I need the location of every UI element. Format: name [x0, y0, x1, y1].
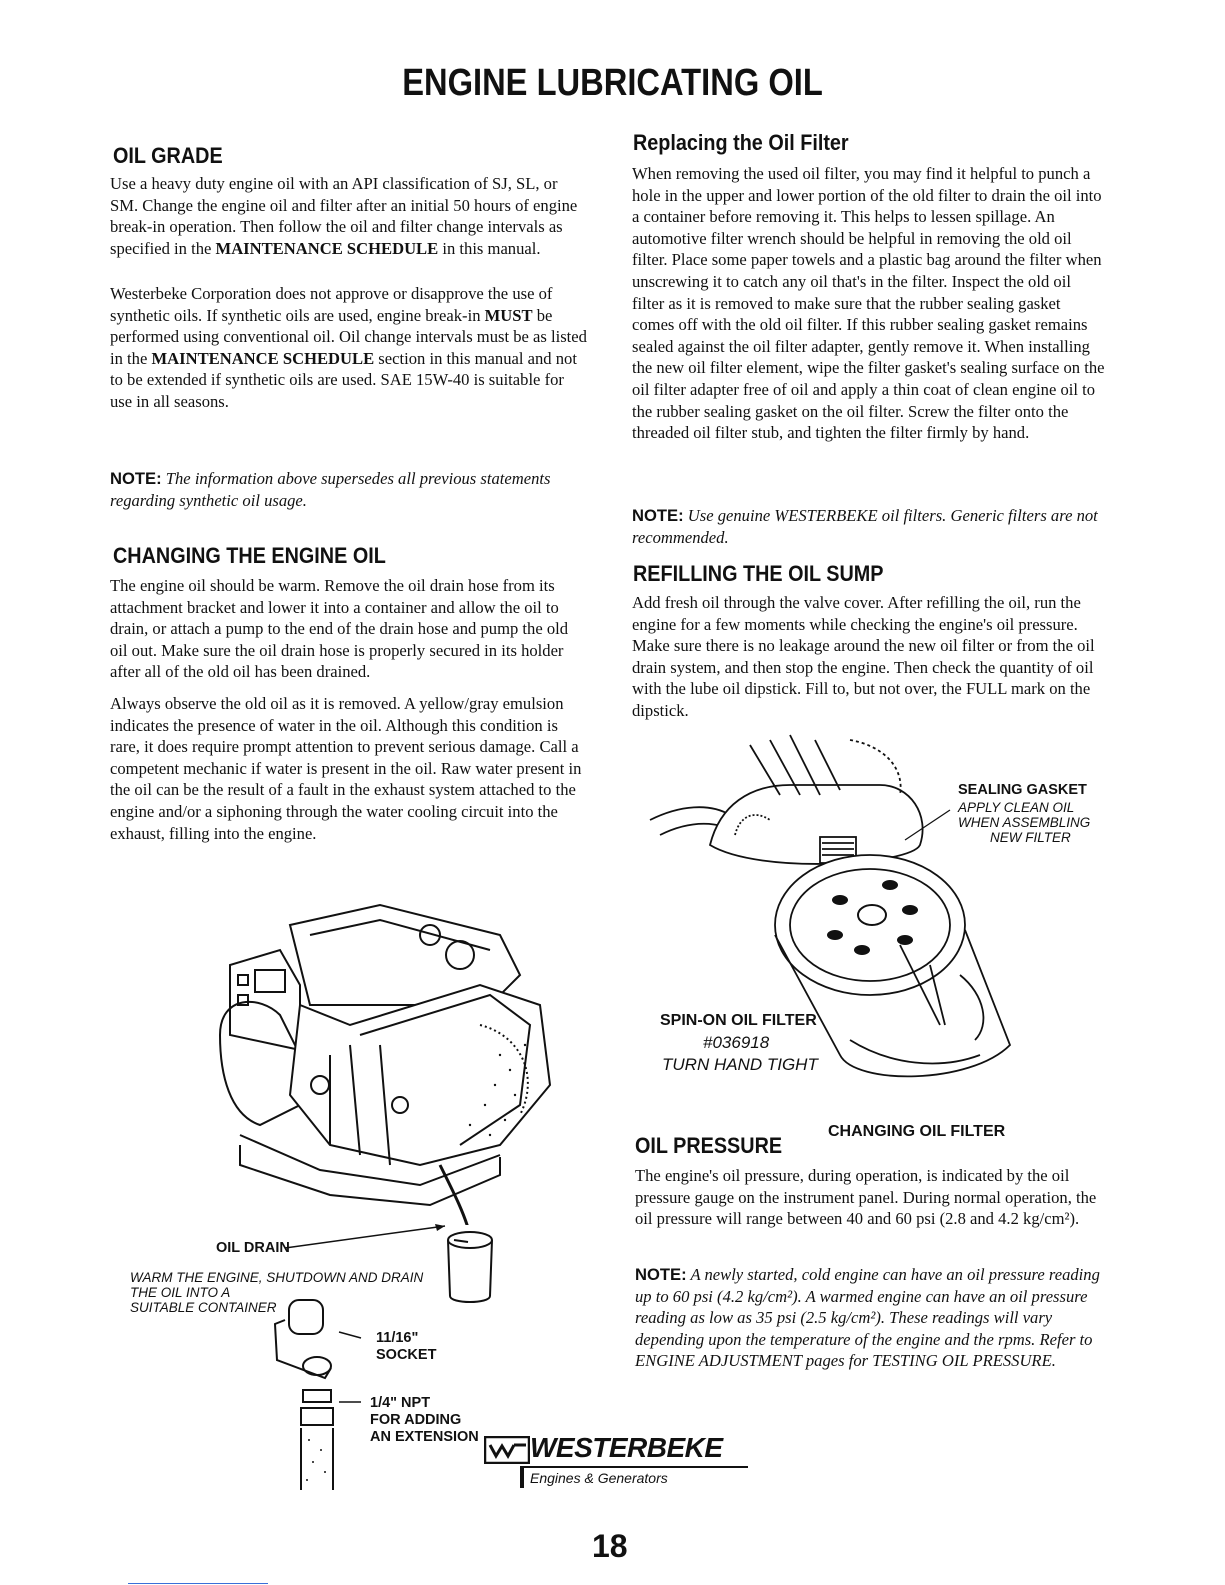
- socket-text: SOCKET: [376, 1347, 437, 1363]
- changing-paragraph-1: The engine oil should be warm. Remove the oil drain hose from its attachment bracket and lower it into a container and allow the oil to drain, or attach a pump to the end of the drain hose and pump the old oil out. Make sure the oil drain hose is properly secured in its holder after all of the old oil has been drained.: [110, 576, 569, 682]
- warm-line: THE OIL INTO A: [130, 1285, 231, 1300]
- oil-grade-paragraph-1: [110, 173, 588, 259]
- oil-drain-leader: [285, 1218, 455, 1258]
- logo-underline: [522, 1466, 748, 1468]
- refilling-paragraph: Add fresh oil through the valve cover. After refilling the oil, run the engine for a few moments while checking the engine's oil pressure. Make sure there is no leakage around the new oil filter or from the oil drain system, and then stop the engine. Then check the quantity of oil with the lube oil dipstick. Fill to, but not over, the FULL mark on the dipstick.: [632, 593, 1095, 720]
- replacing-paragraph: When removing the used oil filter, you may find it helpful to punch a hole in the upper and lower portion of the old filter to drain the oil into a container before removing it. This helps to lessen spillage. An automotive filter wrench should be helpful in removing the old oil filter. Place some paper towels and a plastic bag around the filter when unscrewing it to catch any oil that's in the filter. Inspect the old oil filter as it is removed to make sure that the rubber sealing gasket comes off with the old oil filter. If this rubber sealing gasket remains sealed against the oil filter adapter, gently remove it. When installing the new oil filter element, wipe the filter gasket's sealing surface on the oil filter adapter free of oil and apply a thin coat of clean engine oil to the rubber sealing gasket on the oil filter. Screw the filter onto the threaded oil filter stub, and tighten the filter firmly by hand.: [632, 164, 1105, 443]
- sealing-gasket-label: SEALING GASKET: [958, 782, 1087, 798]
- must-emphasis: MUST: [484, 305, 533, 325]
- note-text: The information above supersedes all previous statements regarding synthetic oil usage.: [110, 469, 551, 510]
- note-label: NOTE:: [632, 506, 684, 525]
- synthetic-text: be performed using conventional oil. Oil change intervals must be as listed in the: [110, 305, 587, 368]
- npt-label: [370, 1395, 479, 1446]
- changing-oil-heading: CHANGING THE ENGINE OIL: [113, 543, 386, 568]
- bottom-link-line: [128, 1583, 268, 1584]
- synthetic-oil-section: [110, 283, 588, 423]
- synthetic-text: section in this manual and not to be extended if synthetic oils are used. SAE 15W-40 is suitable for use in all seasons.: [110, 348, 577, 411]
- maintenance-schedule-ref: MAINTENANCE SCHEDULE: [151, 348, 375, 368]
- oil-pressure-paragraph: The engine's oil pressure, during operation, is indicated by the oil pressure gauge on the instrument panel. During normal operation, the oil pressure will range between 40 and 60 psi (2.8 and 4.2 kg/cm²).: [635, 1166, 1097, 1229]
- changing-paragraph-2: Always observe the old oil as it is removed. A yellow/gray emulsion indicates the presence of water in the oil. Although this condition is rare, it does require prompt attention to prevent serious damage. Call a competent mechanic if water is present in the oil. Raw water present in the oil can be the result of a fault in the exhaust system attached to the engine and/or a siphoning through the water cooling circuit into the exhaust, filling into the engine.: [110, 693, 582, 843]
- oil-grade-section: [110, 173, 588, 269]
- westerbeke-logo: [484, 1432, 754, 1492]
- note-label: NOTE:: [110, 469, 162, 488]
- npt-text: AN EXTENSION: [370, 1429, 479, 1445]
- logo-name: WESTERBEKE: [530, 1432, 723, 1463]
- note-text: Use genuine WESTERBEKE oil filters. Generic filters are not recommended.: [632, 506, 1098, 547]
- socket-size: 11/16": [376, 1330, 419, 1346]
- oil-drain-label: OIL DRAIN: [216, 1240, 290, 1256]
- oil-pressure-heading: OIL PRESSURE: [635, 1133, 783, 1158]
- warm-line: SUITABLE CONTAINER: [130, 1300, 277, 1315]
- filter-figure-caption: CHANGING OIL FILTER: [828, 1123, 1006, 1140]
- refilling-section: [632, 592, 1107, 732]
- npt-text: FOR ADDING: [370, 1412, 462, 1428]
- changing-oil-section: [110, 575, 588, 854]
- logo-bar: [520, 1466, 524, 1488]
- filter-part-number: #036918: [703, 1033, 770, 1052]
- synthetic-text: Westerbeke Corporation does not approve or disapprove the use of synthetic oils. If synthetic oils are used, engine break-in: [110, 284, 553, 325]
- page-number: 18: [592, 1528, 628, 1564]
- oil-pressure-note: [635, 1264, 1105, 1372]
- warm-line: WARM THE ENGINE, SHUTDOWN AND DRAIN: [130, 1270, 424, 1285]
- oil-grade-heading: OIL GRADE: [113, 143, 223, 168]
- note-text: A newly started, cold engine can have an oil pressure reading up to 60 psi (4.2 kg/cm²). A warmed engine can have an oil pressure reading as low as 35 psi (2.5 kg/cm²). These readings will vary depending upon the temperature of the engine and the rpms. Refer to ENGINE ADJUSTMENT pages for TESTING OIL PRESSURE.: [635, 1265, 1100, 1371]
- replacing-filter-section: [632, 163, 1107, 454]
- oil-grade-text: Use a heavy duty engine oil with an API classification of SJ, SL, or SM. Change the engine oil and filter after an initial 50 hours of engine break-in operation. Then follow the oil and filter change intervals as specified in the: [110, 174, 578, 258]
- gasket-instructions: [958, 800, 1090, 845]
- spin-on-filter-label: SPIN-ON OIL FILTER: [660, 1012, 817, 1029]
- turn-hand-tight: TURN HAND TIGHT: [662, 1055, 818, 1074]
- maintenance-schedule-ref: MAINTENANCE SCHEDULE: [215, 238, 439, 258]
- gasket-line: NEW FILTER: [990, 830, 1071, 845]
- socket-label: [376, 1330, 436, 1364]
- oil-grade-note: [110, 468, 580, 511]
- oil-grade-text: in this manual.: [438, 238, 541, 258]
- westerbeke-logo-icon: [484, 1436, 530, 1464]
- note-label: NOTE:: [635, 1265, 687, 1284]
- drain-fitting-illustration: [265, 1290, 375, 1490]
- refilling-heading: REFILLING THE OIL SUMP: [633, 561, 884, 586]
- logo-subtitle: Engines & Generators: [530, 1470, 668, 1486]
- oil-grade-paragraph-2: [110, 283, 588, 413]
- filter-note: [632, 505, 1102, 548]
- gasket-line: APPLY CLEAN OIL: [958, 800, 1075, 815]
- replacing-filter-heading: Replacing the Oil Filter: [633, 130, 849, 155]
- gasket-line: WHEN ASSEMBLING: [958, 815, 1091, 830]
- engine-illustration: [200, 895, 570, 1225]
- oil-pressure-section: [635, 1165, 1105, 1240]
- npt-size: 1/4" NPT: [370, 1395, 431, 1411]
- page-title: ENGINE LUBRICATING OIL: [402, 62, 823, 104]
